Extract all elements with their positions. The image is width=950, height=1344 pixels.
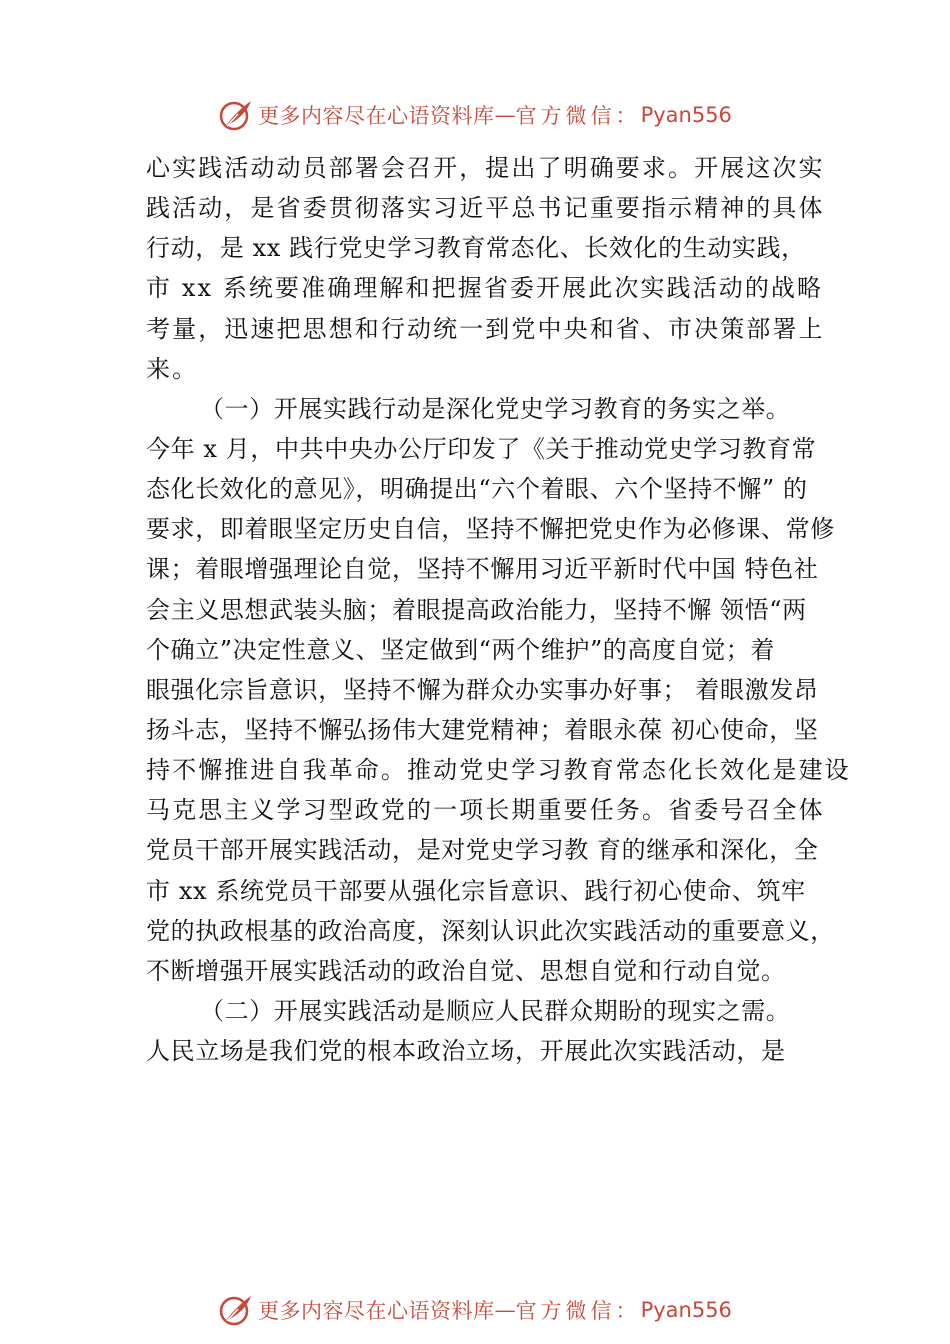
body-line: 个确立”决定性意义、坚定做到“两个维护”的高度自觉；着 [146, 635, 776, 664]
body-line: 持不懈推进自我革命。推动党史学习教育常态化长效化是建设 [146, 756, 851, 785]
body-line: 行动，是 xx 践行党史学习教育常态化、长效化的生动实践， [146, 234, 806, 263]
section-heading: （一）开展实践行动是深化党史学习教育的务实之举。 [200, 394, 791, 423]
section-heading: （二）开展实践活动是顺应人民群众期盼的现实之需。 [200, 996, 791, 1025]
banner-title: 更多内容尽在心语资料库 [258, 1299, 495, 1323]
body-line: 今年 x 月，中共中央办公厅印发了《关于推动党史学习教育常 [146, 434, 817, 463]
footer-banner [0, 1290, 950, 1330]
body-line: 党的执政根基的政治高度，深刻认识此次实践活动的重要意义， [146, 916, 835, 945]
quill-logo-icon [218, 1292, 254, 1328]
body-line: 马克思主义学习型政党的一项长期重要任务。省委号召全体 [146, 796, 825, 825]
body-line: 人民立场是我们党的根本政治立场，开展此次实践活动，是 [146, 1037, 786, 1066]
banner-subtitle: 官方微信： [515, 104, 641, 128]
body-line: 会主义思想武装头脑；着眼提高政治能力，坚持不懈 领悟“两 [146, 595, 807, 624]
banner-dash: — [494, 1298, 516, 1322]
banner-wechat-id: Pyan556 [640, 103, 732, 127]
body-line: 扬斗志，坚持不懈弘扬伟大建党精神；着眼永葆 初心使命，坚 [146, 715, 819, 744]
body-line: 心实践活动动员部署会召开，提出了明确要求。开展这次实 [146, 154, 825, 182]
body-line: 不断增强开展实践活动的政治自觉、思想自觉和行动自觉。 [146, 956, 786, 985]
body-line: 党员干部开展实践活动，是对党史学习教 育的继承和深化，全 [146, 836, 819, 865]
document-body [146, 148, 851, 1071]
body-line: 践活动，是省委贯彻落实习近平总书记重要指示精神的具体 [146, 194, 825, 223]
body-line: 市 xx 系统党员干部要从强化宗旨意识、践行初心使命、筑牢 [146, 876, 806, 905]
body-line: 课；着眼增强理论自觉，坚持不懈用习近平新时代中国 特色社 [146, 555, 819, 584]
banner-title: 更多内容尽在心语资料库 [258, 104, 495, 128]
body-line: 市 xx 系统要准确理解和把握省委开展此次实践活动的战略 [146, 274, 824, 303]
banner-wechat-id: Pyan556 [640, 1298, 732, 1322]
body-line: 来。 [146, 354, 199, 383]
banner-dash: — [494, 103, 516, 127]
body-line: 考量，迅速把思想和行动统一到党中央和省、市决策部署上 [146, 314, 825, 343]
header-banner [0, 95, 950, 135]
quill-logo-icon [218, 97, 254, 133]
banner-subtitle: 官方微信： [515, 1299, 641, 1323]
body-line: 眼强化宗旨意识，坚持不懈为群众办实事办好事； 着眼激发昂 [146, 675, 819, 704]
body-line: 要求，即着眼坚定历史自信，坚持不懈把党史作为必修课、常修 [146, 515, 835, 544]
body-line: 态化长效化的意见》，明确提出“六个着眼、六个坚持不懈” 的 [146, 475, 808, 504]
